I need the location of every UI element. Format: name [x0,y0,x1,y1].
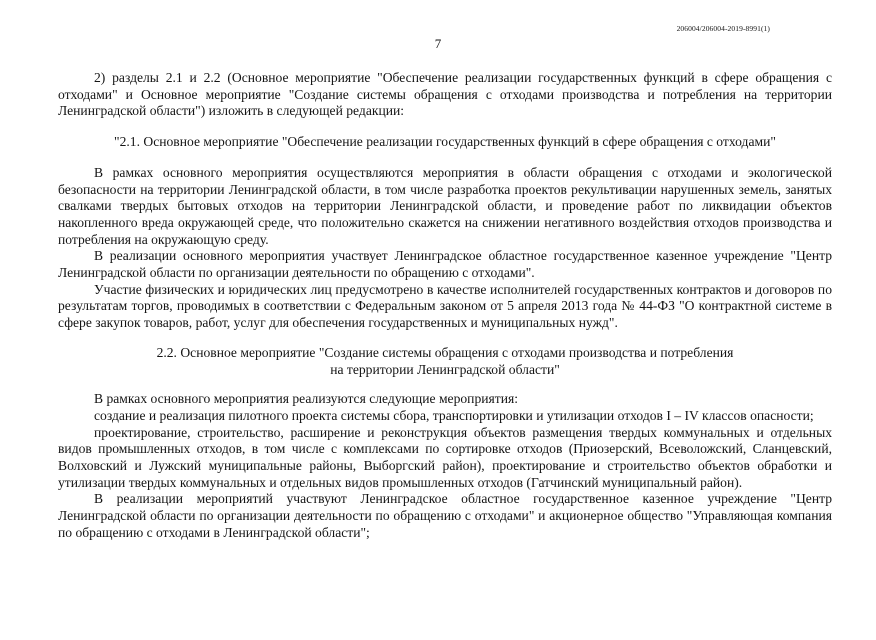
section-2-1-paragraph: В рамках основного мероприятия осуществляются мероприятия в области обращения с отходами и экологической безопасности на территории Ленинградской области, в том числе разработка проектов рекультивации нарушенных земель, занятых свалками твердых бытовых отходов на территории Ленинградской области, и проведение работ по ликвидации объектов накопленного вреда окружающей среде, что положительно скажется на снижении негативного воздействия отходов производства и потребления на окружающую среду. [58,164,832,247]
document-body [58,70,832,542]
section-2-2-heading-line2: на территории Ленинградской области" [330,361,560,377]
section-2-1-heading: "2.1. Основное мероприятие "Обеспечение реализации государственных функций в сфере обращения с отходами" [114,134,776,150]
section-2-2-paragraph: В рамках основного мероприятия реализуются следующие мероприятия: [94,391,519,407]
section-2-2-paragraph: проектирование, строительство, расширение и реконструкция объектов размещения твердых коммунальных и отдельных видов промышленных отходов, в том числе с комплексами по сортировке отходов (Приозерский, Всеволожский, Сланцевский, Волховский и Лужский муниципальные районы, Выборгский район), проектирование и строительство объектов обработки и утилизации твердых коммунальных и отдельных видов промышленных отходов (Гатчинский муниципальный район). [58,424,832,490]
section-2-1-paragraph: Участие физических и юридических лиц предусмотрено в качестве исполнителей государственных контрактов и договоров по результатам торгов, проводимых в соответствии с Федеральным законом от 5 апреля 2013 года № 44-ФЗ "О контрактной системе в сфере закупок товаров, работ, услуг для обеспечения государственных и муниципальных нужд". [58,281,832,331]
section-2-2-heading-line1: 2.2. Основное мероприятие "Создание системы обращения с отходами производства и потребления [156,344,734,360]
section-2-1-paragraph: В реализации основного мероприятия участвует Ленинградское областное государственное казенное учреждение "Центр Ленинградской области по организации деятельности по обращению с отходами". [58,248,832,281]
document-id: 206004/206004-2019-8991(1) [676,24,770,33]
section-2-2-paragraph: В реализации мероприятий участвуют Ленинградское областное государственное казенное учреждение "Центр Ленинградской области по организации деятельности по обращению с отходами" и акционерное общество "Управляющая компания по обращению с отходами в Ленинградской области"; [58,491,832,540]
section-2-2-paragraph: создание и реализация пилотного проекта системы сбора, транспортировки и утилизации отходов I – IV классов опасности; [94,407,814,423]
intro-paragraph: 2) разделы 2.1 и 2.2 (Основное мероприятие "Обеспечение реализации государственных функций в сфере обращения с отходами" и Основное мероприятие "Создание системы обращения с отходами производства и потребления на территории Ленинградской области") изложить в следующей редакции: [58,70,832,119]
page-number: 7 [434,36,442,51]
